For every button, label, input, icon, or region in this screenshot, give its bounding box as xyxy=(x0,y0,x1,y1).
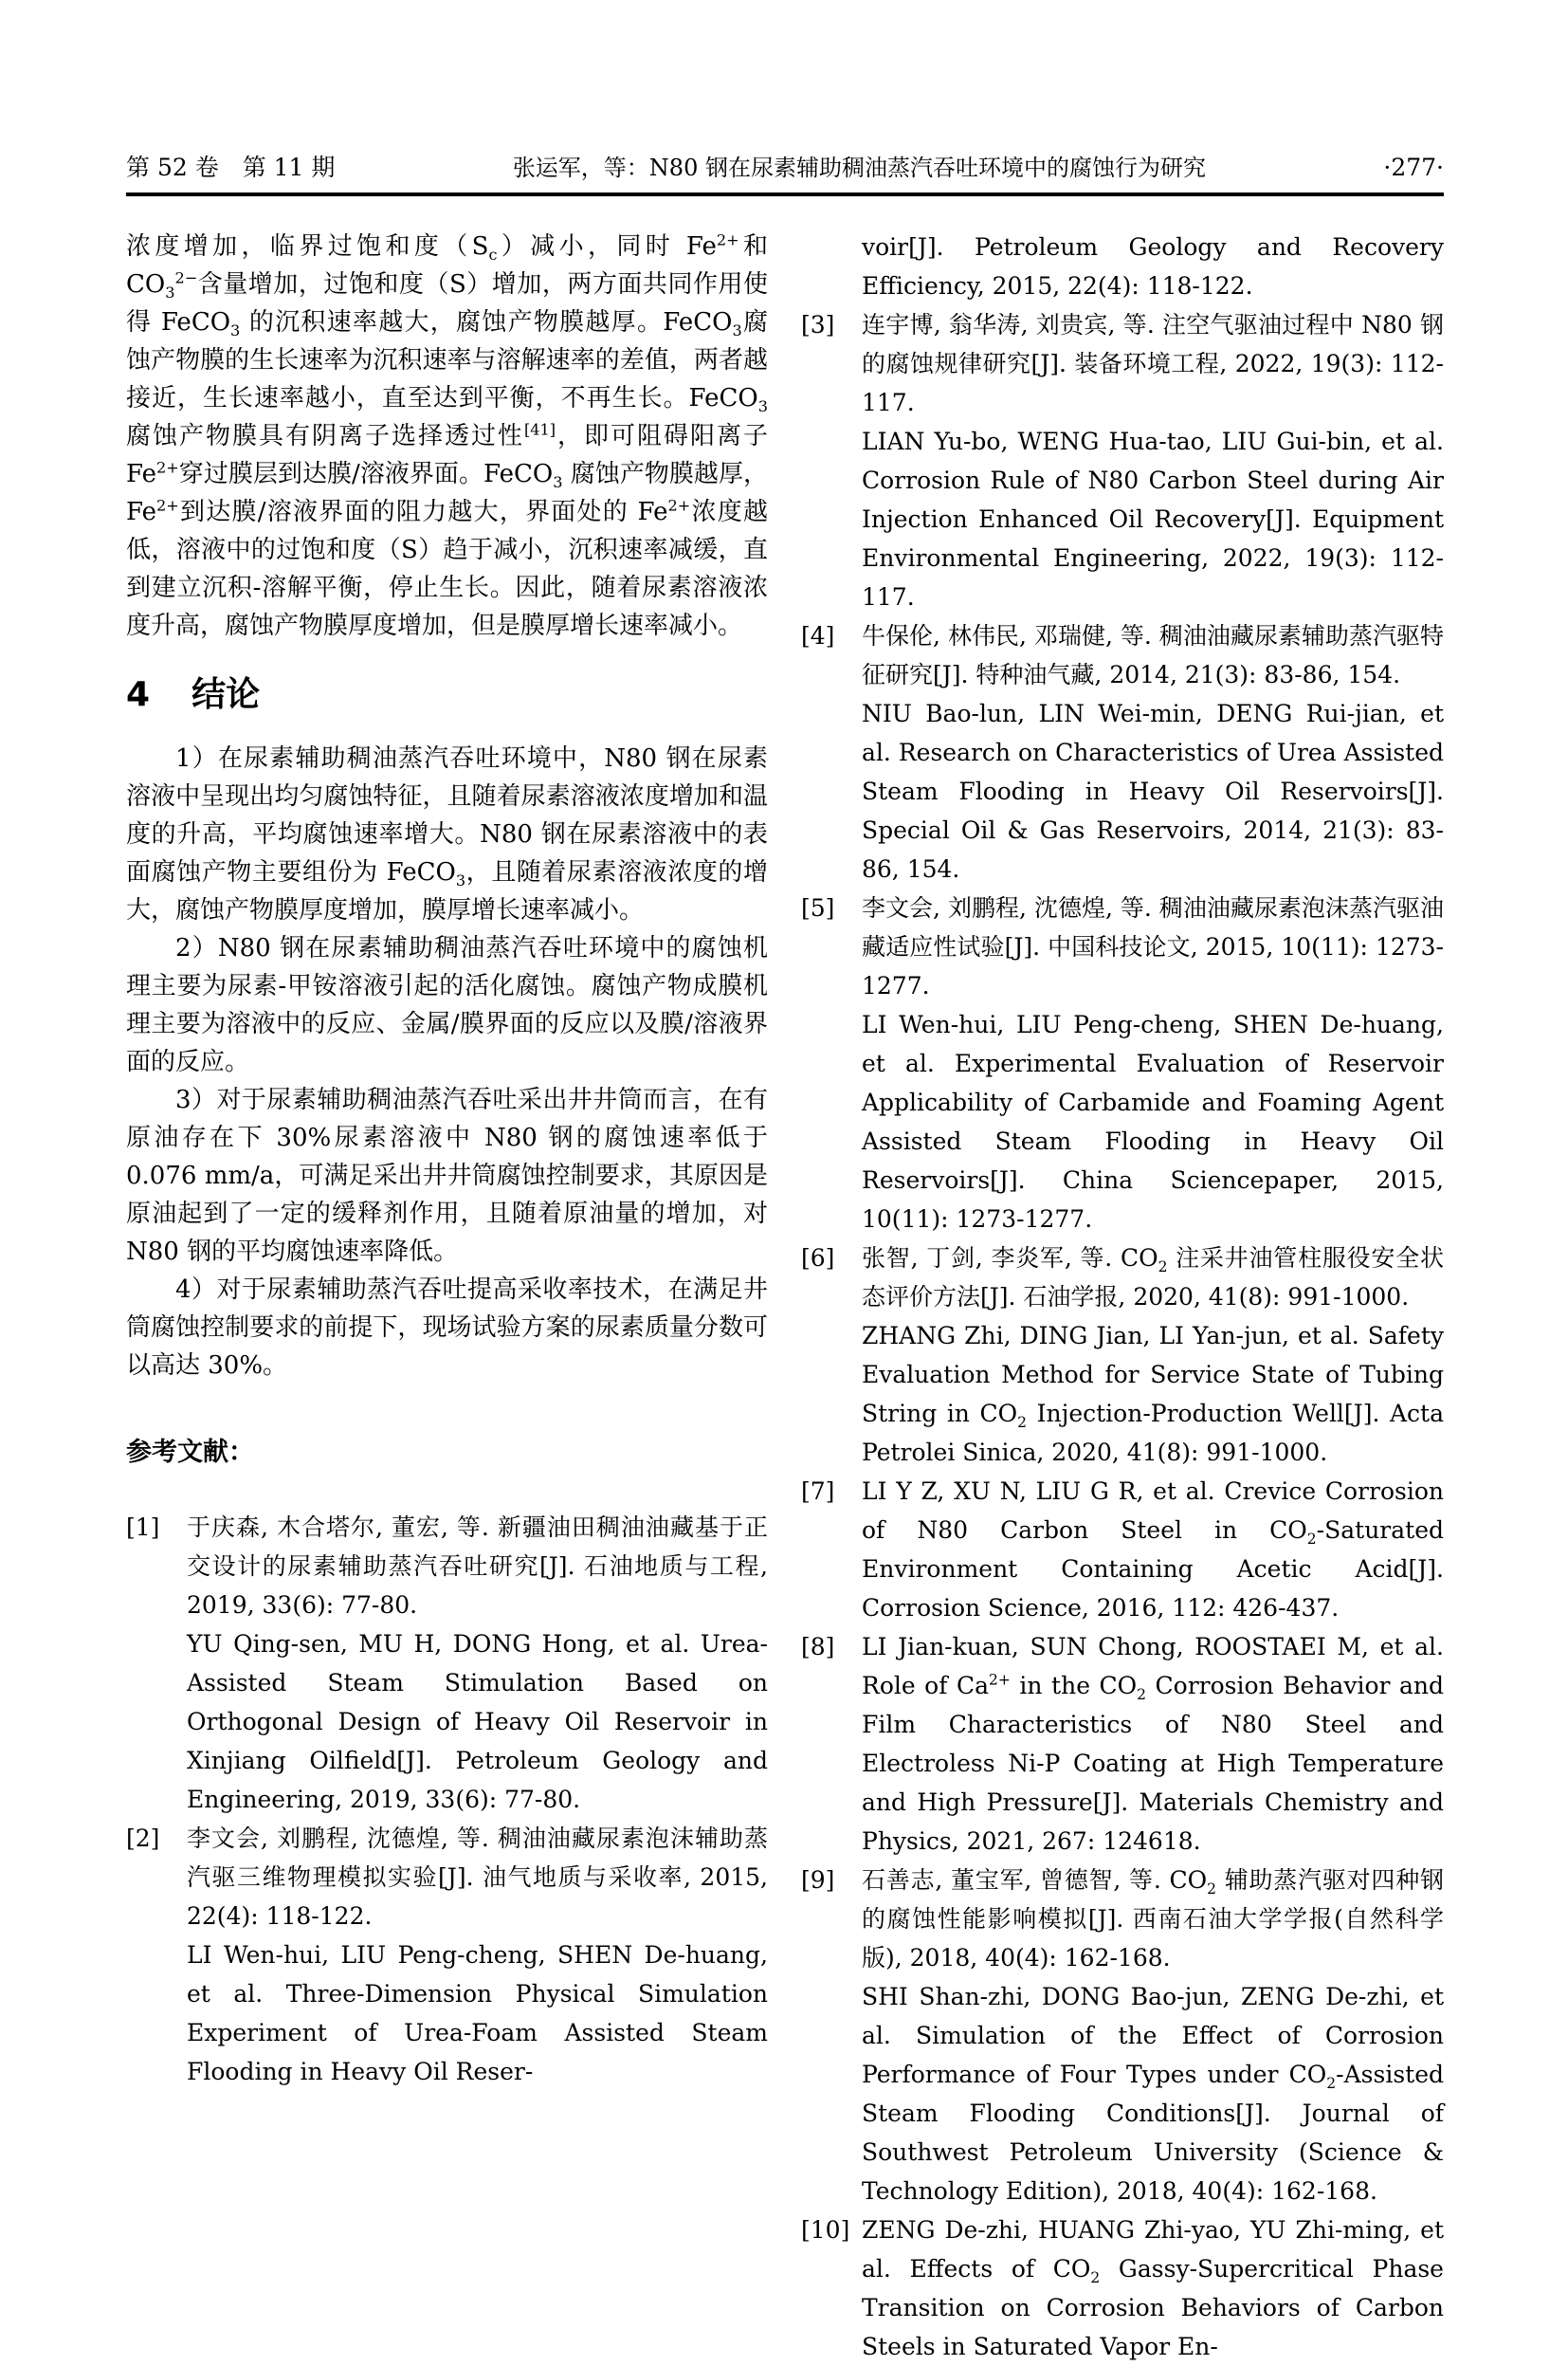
section-heading xyxy=(126,671,768,719)
reference-en-text: LI Y Z, XU N, LIU G R, et al. Crevice Corrosion of N80 Carbon Steel in $CO_2$-Saturated Environment Containing Acetic Acid[J]. Corrosion Science, 2016, 112: 426-437. xyxy=(862,1477,1444,1622)
reference-2-continuation: voir[J]. Petroleum Geology and Recovery Efficiency, 2015, 22(4): 118-122. xyxy=(862,233,1444,300)
reference-en-text: NIU Bao-lun, LIN Wei-min, DENG Rui-jian, et al. Research on Characteristics of Urea Assisted Steam Flooding in Heavy Oil Reservoirs[J]. Special Oil & Gas Reservoirs, 2014, 21(3): 83-86, 154. xyxy=(862,700,1444,883)
reference-label: [10] xyxy=(801,2216,850,2244)
reference-en-text: LI Wen-hui, LIU Peng-cheng, SHEN De-huang, et al. Experimental Evaluation of Reservoir Applicability of Carbamide and Foaming Agent Assisted Steam Flooding in Heavy Oil Reservoirs[J]. China Sciencepaper, 2015, 10(11): 1273-1277. xyxy=(862,1011,1444,1233)
reference-body xyxy=(187,1819,768,2091)
reference-en-text: ZHANG Zhi, DING Jian, LI Yan-jun, et al. Safety Evaluation Method for Service State of Tubing String in $CO_2$ Injection-Production Well[J]. Acta Petrolei Sinica, 2020, 41(8): 991-1000. xyxy=(862,1322,1445,1466)
reference-label: [9] xyxy=(801,1866,835,1894)
reference-cn-text: 于庆森, 木合塔尔, 董宏, 等. 新疆油田稠油油藏基于正交设计的尿素辅助蒸汽吞吐研究[J]. 石油地质与工程, 2019, 33(6): 77-80. xyxy=(187,1513,768,1619)
reference-cn-text: 张智, 丁剑, 李炎军, 等. $CO_2$ 注采井油管柱服役安全状态评价方法[J]. 石油学报, 2020, 41(8): 991-1000. xyxy=(862,1244,1444,1311)
reference-item-3 xyxy=(801,305,1444,616)
reference-body xyxy=(862,305,1444,616)
reference-en-text: ZENG De-zhi, HUANG Zhi-yao, YU Zhi-ming, et al. Effects of $CO_2$ Gassy-Supercritical Phase Transition on Corrosion Behaviors of Carbon Steels in Saturated Vapor En- xyxy=(862,2216,1444,2360)
reference-label: [2] xyxy=(126,1825,160,1852)
conclusion-paragraph-1: 1）在尿素辅助稠油蒸汽吞吐环境中，N80 钢在尿素溶液中呈现出均匀腐蚀特征，且随着尿素溶液浓度增加和温度的升高，平均腐蚀速率增大。N80 钢在尿素溶液中的表面腐蚀产物主要组份为 FeCO$_3$，且随着尿素溶液浓度的增大，腐蚀产物膜厚度增加，膜厚增长速率减小。 xyxy=(126,744,768,925)
reference-cn-text: 牛保伦, 林伟民, 邓瑞健, 等. 稠油油藏尿素辅助蒸汽驱特征研究[J]. 特种油气藏, 2014, 21(3): 83-86, 154. xyxy=(862,622,1444,688)
running-head xyxy=(126,152,1444,184)
reference-en-text: YU Qing-sen, MU H, DONG Hong, et al. Urea-Assisted Steam Stimulation Based on Orthogonal Design of Heavy Oil Reservoir in Xinjiang Oilfield[J]. Petroleum Geology and Engineering, 2019, 33(6): 77-80. xyxy=(187,1630,768,1813)
reference-item-6 xyxy=(801,1238,1444,1472)
conclusion-paragraph-3: 3）对于尿素辅助稠油蒸汽吞吐采出井井筒而言，在有原油存在下 30%尿素溶液中 N80 钢的腐蚀速率低于 0.076 mm/a，可满足采出井井筒腐蚀控制要求，其原因是原油起到了一定的缓释剂作用，且随着原油量的增加，对 N80 钢的平均腐蚀速率降低。 xyxy=(126,1086,768,1266)
left-column xyxy=(126,228,768,2091)
reference-en-text: SHI Shan-zhi, DONG Bao-jun, ZENG De-zhi, et al. Simulation of the Effect of Corrosion Performance of Four Types under $CO_2$-Assisted Steam Flooding Conditions[J]. Journal of Southwest Petroleum University (Science & Technology Edition), 2018, 40(4): 162-168. xyxy=(862,1983,1444,2205)
reference-en-text: LI Wen-hui, LIU Peng-cheng, SHEN De-huang, et al. Three-Dimension Physical Simulation Experiment of Urea-Foam Assisted Steam Flooding in Heavy Oil Reser- xyxy=(187,1941,768,2085)
reference-item-2 xyxy=(126,1819,768,2091)
reference-item-9 xyxy=(801,1861,1444,2210)
running-title: 张运军，等：N80 钢在尿素辅助稠油蒸汽吞吐环境中的腐蚀行为研究 xyxy=(512,155,1206,181)
reference-body xyxy=(862,1861,1444,2210)
header-rule xyxy=(126,193,1444,196)
reference-item-1 xyxy=(126,1508,768,1819)
conclusion-paragraph-4: 4）对于尿素辅助蒸汽吞吐提高采收率技术，在满足井筒腐蚀控制要求的前提下，现场试验方案的尿素质量分数可以高达 30%。 xyxy=(126,1275,768,1380)
volume-issue: 第 52 卷 第 11 期 xyxy=(126,154,336,181)
reference-cn-text: 石善志, 董宝军, 曾德智, 等. $CO_2$ 辅助蒸汽驱对四种钢的腐蚀性能影响模拟[J]. 西南石油大学学报(自然科学版), 2018, 40(4): 162-168. xyxy=(862,1866,1444,1972)
reference-cn-text: 连宇博, 翁华涛, 刘贵宾, 等. 注空气驱油过程中 N80 钢的腐蚀规律研究[J]. 装备环境工程, 2022, 19(3): 112-117. xyxy=(862,311,1444,416)
reference-body xyxy=(862,889,1444,1238)
reference-cn-text: 李文会, 刘鹏程, 沈德煌, 等. 稠油油藏尿素泡沫辅助蒸汽驱三维物理模拟实验[J]. 油气地质与采收率, 2015, 22(4): 118-122. xyxy=(187,1825,768,1930)
reference-label: [3] xyxy=(801,311,835,339)
reference-label: [8] xyxy=(801,1633,835,1660)
reference-body xyxy=(862,1627,1444,1861)
reference-label: [7] xyxy=(801,1477,835,1505)
intro-paragraph: 浓度增加，临界过饱和度$(S_c)$减小，同时 $Fe^{2+}$和 $CO_3^{2-}$含量增加，过饱和度（S）增加，两方面共同作用使得 FeCO$_3$ 的沉积速率越大，腐蚀产物膜越厚。FeCO$_3$腐蚀产物膜的生长速率为沉积速率与溶解速率的差值，两者越接近，生长速率越小，直至达到平衡，不再生长。FeCO$_3$ 腐蚀产物膜具有阴离子选择透过性[41]，即可阻碍阳离子 $Fe^{2+}$穿过膜层到达膜/溶液界面。FeCO$_3$ 腐蚀产物膜越厚，$Fe^{2+}$到达膜/溶液界面的阻力越大，界面处的 $Fe^{2+}$浓度越低，溶液中的过饱和度（S）趋于减小，沉积速率减缓，直到建立沉积-溶解平衡，停止生长。因此，随着尿素溶液浓度升高，腐蚀产物膜厚度增加，但是膜厚增长速率减小。 xyxy=(126,230,769,640)
conclusion-paragraph-2: 2）N80 钢在尿素辅助稠油蒸汽吞吐环境中的腐蚀机理主要为尿素-甲铵溶液引起的活化腐蚀。腐蚀产物成膜机理主要为溶液中的反应、金属/膜界面的反应以及膜/溶液界面的反应。 xyxy=(126,934,768,1076)
reference-cn-text: 李文会, 刘鹏程, 沈德煌, 等. 稠油油藏尿素泡沫蒸汽驱油藏适应性试验[J]. 中国科技论文, 2015, 10(11): 1273-1277. xyxy=(862,894,1444,1000)
reference-body xyxy=(187,1508,768,1819)
reference-label: [1] xyxy=(126,1513,160,1541)
reference-label: [4] xyxy=(801,622,835,650)
reference-item-7 xyxy=(801,1472,1444,1627)
reference-body xyxy=(862,1238,1444,1472)
reference-en-text: LIAN Yu-bo, WENG Hua-tao, LIU Gui-bin, et al. Corrosion Rule of N80 Carbon Steel during Air Injection Enhanced Oil Recovery[J]. Equipment Environmental Engineering, 2022, 19(3): 112-117. xyxy=(862,428,1444,611)
section-title: 结论 xyxy=(191,675,261,714)
reference-item-8 xyxy=(801,1627,1444,1861)
reference-item-10 xyxy=(801,2210,1444,2366)
reference-label: [6] xyxy=(801,1244,835,1272)
reference-label: [5] xyxy=(801,894,835,922)
reference-body xyxy=(862,2210,1444,2366)
reference-body xyxy=(862,616,1444,889)
references-heading: 参考文献： xyxy=(126,1438,254,1467)
right-column xyxy=(801,228,1444,2366)
reference-body xyxy=(862,1472,1444,1627)
reference-item-5 xyxy=(801,889,1444,1238)
page-number: ·277· xyxy=(1383,154,1444,181)
section-number: 4 xyxy=(126,675,151,714)
reference-en-text: LI Jian-kuan, SUN Chong, ROOSTAEI M, et al. Role of $Ca^{2+}$ in the $CO_2$ Corrosion Behavior and Film Characteristics of N80 Steel and Electroless Ni-P Coating at High Temperature and High Pressure[J]. Materials Chemistry and Physics, 2021, 267: 124618. xyxy=(862,1633,1444,1855)
reference-item-4 xyxy=(801,616,1444,889)
